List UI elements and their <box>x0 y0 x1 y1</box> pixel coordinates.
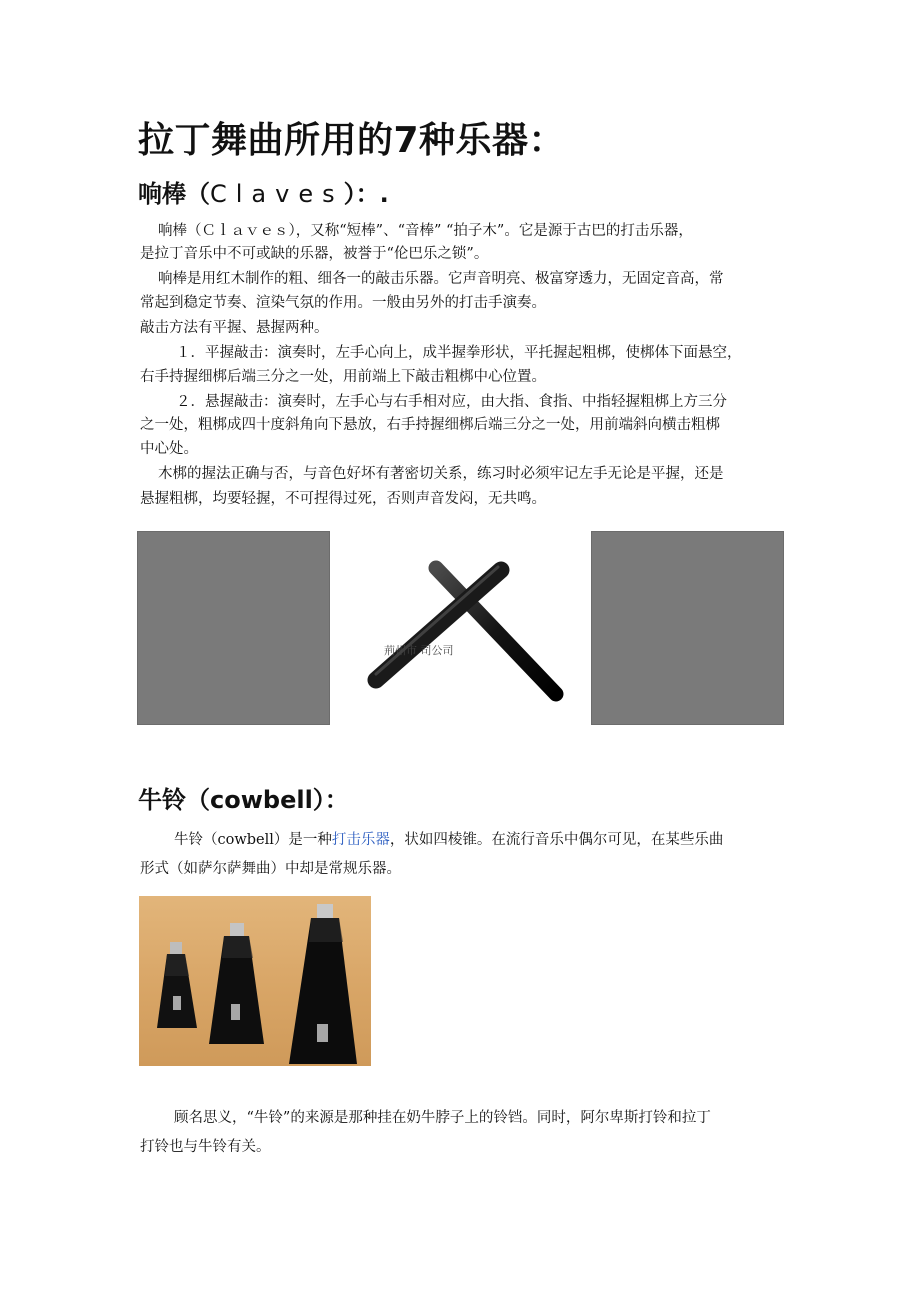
claves-line: 悬握粗梆，均要轻握，不可捏得过死，否则声音发闷，无共鸣。 <box>140 491 546 507</box>
claves-heading-latin: Claves <box>210 180 344 208</box>
image-watermark: 荊州市 司公司 <box>384 644 454 657</box>
percussion-link[interactable]: 打击乐器 <box>331 832 390 848</box>
claves-line: 响棒是用红木制作的粗、细各一的敲击乐器。它声音明亮、极富穿透力，无固定音高，常 <box>158 271 724 287</box>
claves-line: 右手持握细梆后端三分之一处，用前端上下敲击粗梆中心位置。 <box>140 369 546 385</box>
claves-heading-tail: ）：. <box>343 180 389 208</box>
claves-heading <box>138 174 389 209</box>
claves-sticks-icon <box>358 540 574 720</box>
cowbell-heading: 牛铃（cowbell）： <box>138 786 349 814</box>
claves-line: １．平握敲击：演奏时，左手心向上，成半握拳形状，平托握起粗梆，使梆体下面悬空， <box>176 345 742 361</box>
claves-photo <box>358 540 574 720</box>
claves-line: 是拉丁音乐中不可或缺的乐器，被誉于“伦巴乐之锁”。 <box>140 246 489 262</box>
cowbell-text: ，状如四棱锥。在流行音乐中偶尔可见，在某些乐曲 <box>389 832 724 848</box>
claves-heading-main: 响棒（ <box>138 180 210 208</box>
claves-line: 木梆的握法正确与否，与音色好坏有著密切关系，练习时必须牢记左手无论是平握，还是 <box>158 466 724 482</box>
claves-line: 常起到稳定节奏、渲染气氛的作用。一般由另外的打击手演奏。 <box>140 295 546 311</box>
cowbell-origin-line: 顾名思义，“牛铃”的来源是那种挂在奶牛脖子上的铃铛。同时，阿尔卑斯打铃和拉丁 <box>174 1110 711 1126</box>
cowbell-paragraph-line <box>174 829 723 851</box>
claves-line: 敲击方法有平握、悬握两种。 <box>140 320 329 336</box>
claves-line: 之一处，粗梆成四十度斜角向下悬放，右手持握细梆后端三分之一处，用前端斜向横击粗梆 <box>140 417 720 433</box>
cowbell-photo <box>139 896 371 1066</box>
placeholder-image-right <box>591 531 784 725</box>
placeholder-image-left <box>137 531 330 725</box>
claves-line: ２．悬握敲击：演奏时，左手心与右手相对应，由大指、食指、中指轻握粗梆上方三分 <box>176 394 727 410</box>
cowbell-origin-line: 打铃也与牛铃有关。 <box>140 1139 271 1155</box>
page-title: 拉丁舞曲所用的7种乐器： <box>138 120 566 161</box>
cowbell-paragraph-line: 形式（如萨尔萨舞曲）中却是常规乐器。 <box>140 861 401 877</box>
claves-line: 中心处。 <box>140 441 198 457</box>
claves-line: 响棒（Ｃｌａｖｅｓ），又称“短棒”、“音棒” “拍子木”。它是源于古巴的打击乐器， <box>158 223 693 239</box>
cowbells-icon <box>139 896 371 1066</box>
cowbell-text: 牛铃（cowbell）是一种 <box>174 832 332 848</box>
